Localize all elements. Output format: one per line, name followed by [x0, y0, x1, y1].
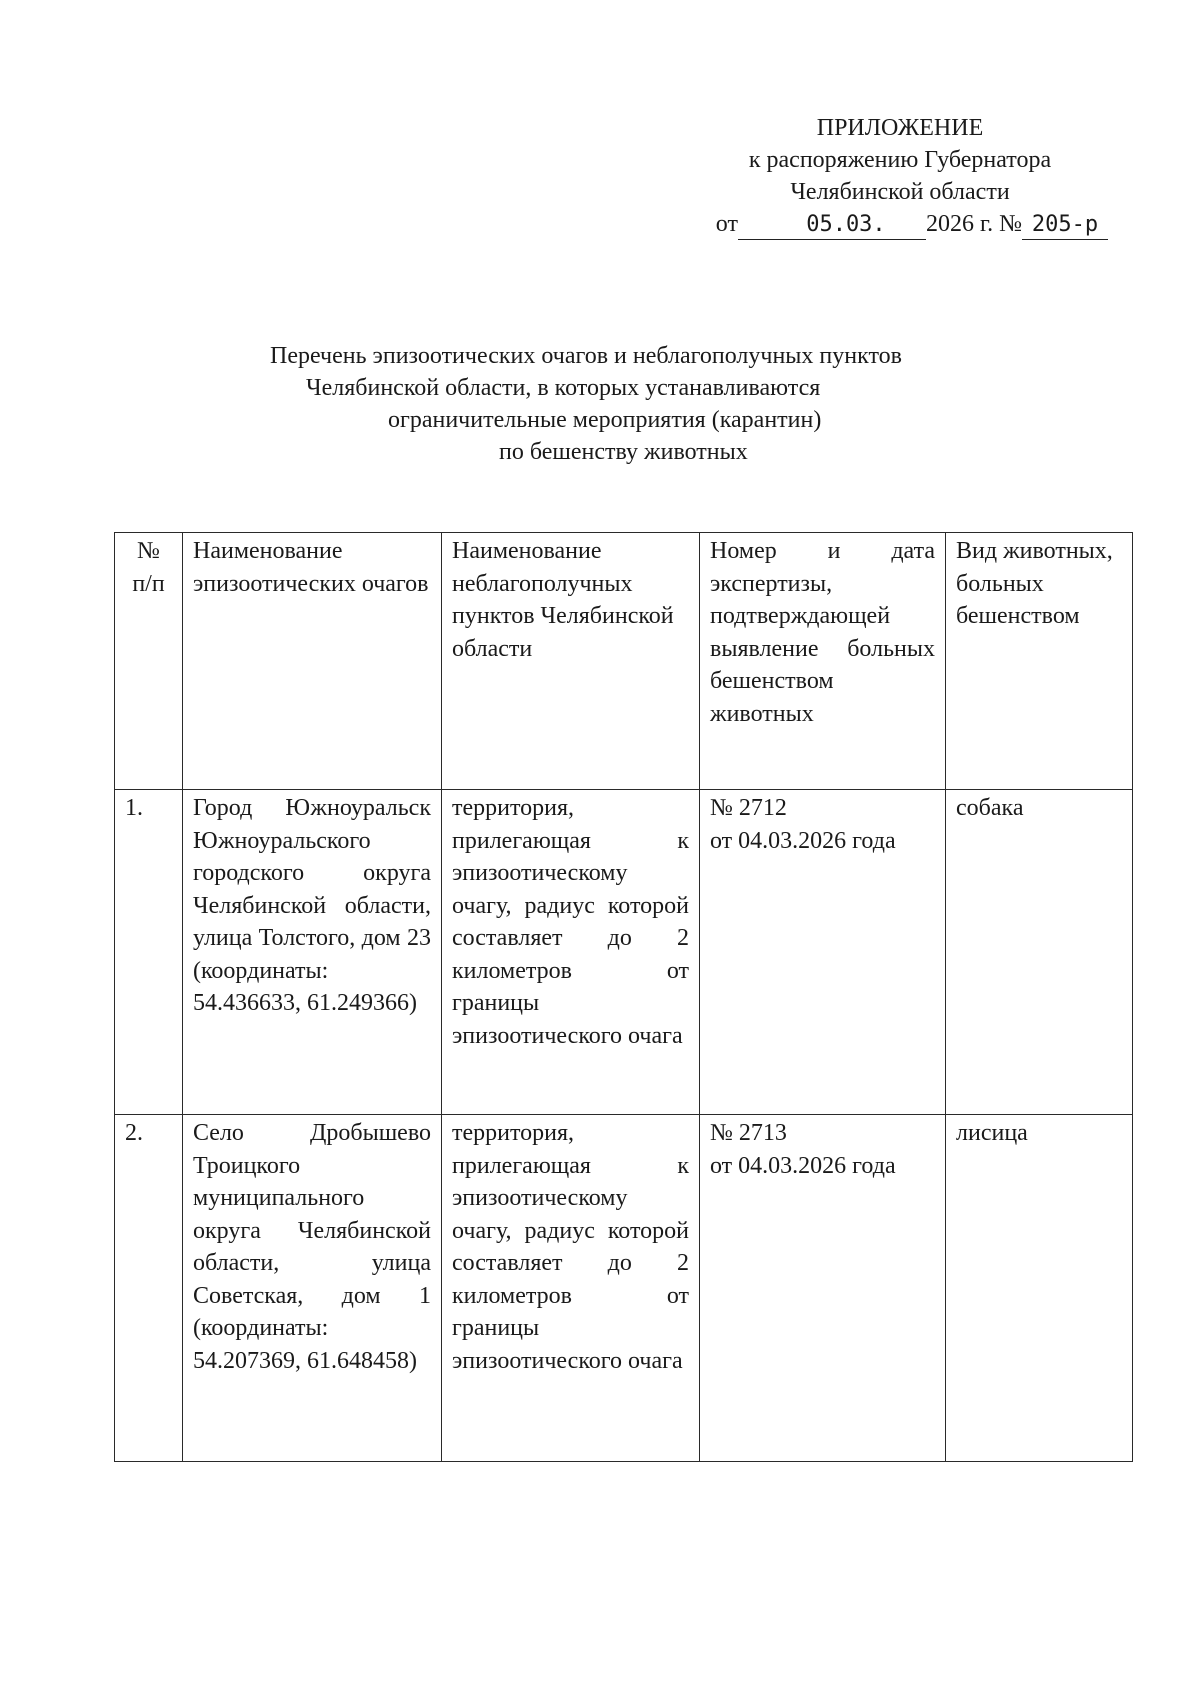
header-area: Наименование неблагополучных пунктов Челябинской области — [442, 533, 700, 790]
header-focus: Наименование эпизоотических очагов — [183, 533, 442, 790]
appendix-line-region: Челябинской области — [790, 179, 1010, 205]
table-header-row — [115, 533, 1133, 790]
document-title — [240, 340, 1020, 468]
row-number: 2. — [115, 1115, 183, 1462]
table-row — [115, 790, 1133, 1115]
date-value: 05.03. — [738, 211, 926, 240]
row-focus: Город Южноуральск Южноуральского городского округа Челябинской области, улица Толстого, дом 23 (координаты: 54.436633, 61.249366) — [183, 790, 442, 1115]
row-animal: лисица — [946, 1115, 1133, 1462]
table-row — [115, 1115, 1133, 1462]
row-expertise: № 2713 от 04.03.2026 года — [700, 1115, 946, 1462]
row-area: территория, прилегающая к эпизоотическому очагу, радиус которой составляет до 2 километров от границы эпизоотического очага — [442, 790, 700, 1115]
header-number: № п/п — [115, 533, 183, 790]
title-line-4: по бешенству животных — [499, 439, 748, 465]
header-expertise: Номер и дата экспертизы, подтверждающей выявление больных бешенством животных — [700, 533, 946, 790]
year-number-label: 2026 г. № — [925, 211, 1022, 237]
title-line-3: ограничительные мероприятия (карантин) — [388, 407, 822, 433]
appendix-block — [690, 112, 1110, 240]
header-animal: Вид животных, больных бешенством — [946, 533, 1133, 790]
row-number: 1. — [115, 790, 183, 1115]
foci-table — [114, 532, 1133, 1462]
row-expertise: № 2712 от 04.03.2026 года — [700, 790, 946, 1115]
row-area: территория, прилегающая к эпизоотическому очагу, радиус которой составляет до 2 километров от границы эпизоотического очага — [442, 1115, 700, 1462]
row-focus: Село Дробышево Троицкого муниципального округа Челябинской области, улица Советская, дом 1 (координаты: 54.207369, 61.648458) — [183, 1115, 442, 1462]
appendix-line-order: к распоряжению Губернатора — [748, 147, 1052, 173]
from-label: от — [715, 211, 738, 237]
title-line-2: Челябинской области, в которых устанавливаются — [306, 375, 821, 401]
row-animal: собака — [946, 790, 1133, 1115]
appendix-date-line — [690, 208, 1108, 240]
title-line-1: Перечень эпизоотических очагов и неблагополучных пунктов — [270, 343, 902, 369]
order-number: 205-р — [1022, 211, 1108, 240]
appendix-title: ПРИЛОЖЕНИЕ — [816, 115, 984, 141]
